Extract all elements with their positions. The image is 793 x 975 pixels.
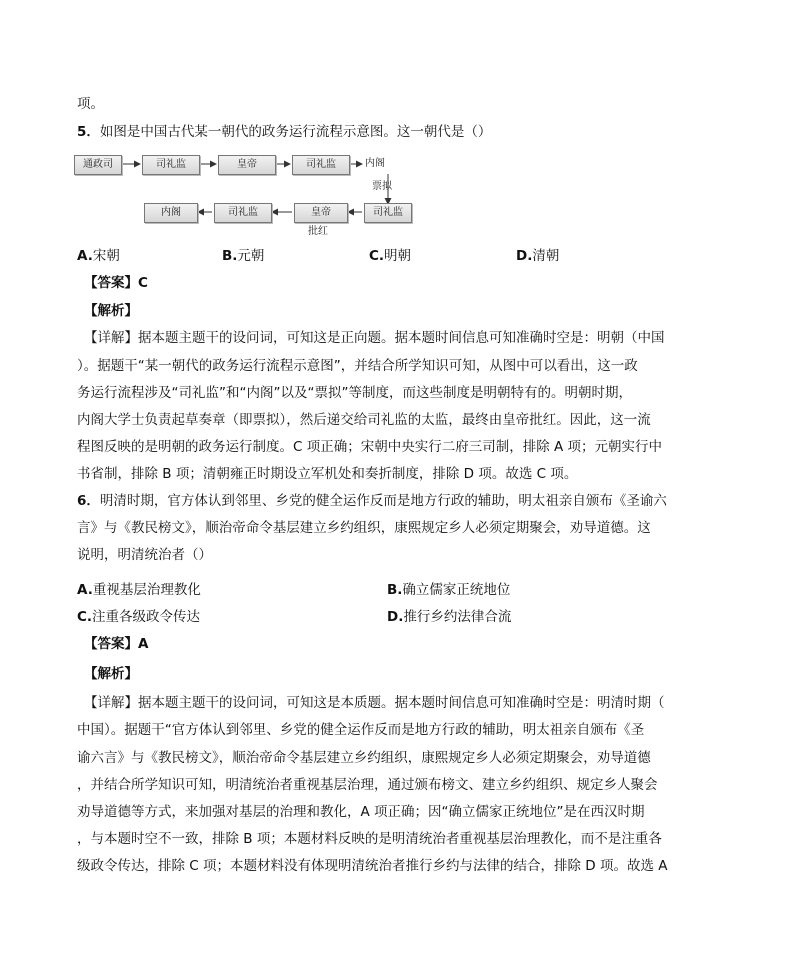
diagram-label-piaoni: 票拟 xyxy=(372,181,392,192)
q5-detail-line-5: 程图反映的是明朝的政务运行制度。C 项正确；宋朝中央实行二府三司制，排除 A 项；元朝实行中 xyxy=(77,439,663,455)
q6-detail-line-3: 谕六言》与《教民榜文》，顺治帝命令基层建立乡约组织，康熙规定乡人必须定期聚会，劝导道德 xyxy=(77,750,651,766)
question-6-stem-line-3: 说明，明清统治者（） xyxy=(77,547,212,563)
q5-detail-line-2: ）。据题干“某一朝代的政务运行流程示意图”，并结合所学知识可知，从图中可以看出，这一政 xyxy=(77,358,638,374)
question-5-text: 如图是中国古代某一朝代的政务运行流程示意图。这一朝代是（） xyxy=(99,124,492,140)
q6-detail-line-2: 中国）。据题干“官方体认到邻里、乡党的健全运作反而是地方行政的辅助，明太祖亲自颁布《圣 xyxy=(77,722,645,738)
q5-option-a: A.宋朝 xyxy=(77,248,120,264)
question-5-number: 5． xyxy=(77,124,100,140)
q6-option-b: B.确立儒家正统地位 xyxy=(387,582,511,598)
q5-analysis-label: 【解析】 xyxy=(84,303,138,319)
flow-diagram xyxy=(72,150,412,242)
question-5-stem xyxy=(77,122,491,142)
q6-option-a: A.重视基层治理教化 xyxy=(77,582,201,598)
q5-detail-line-3: 务运行流程涉及“司礼监”和“内阁”以及“票拟”等制度，而这些制度是明朝特有的。明朝时期， xyxy=(77,385,632,401)
q6-detail-line-7: 级政令传达，排除 C 项；本题材料没有体现明清统治者推行乡约与法律的结合，排除 D 项。故选 A xyxy=(77,858,668,874)
q5-detail-line-1: 【详解】据本题主题干的设问词，可知这是正向题。据本题时间信息可知准确时空是：明朝（中国 xyxy=(84,330,665,346)
q5-option-b: B.元朝 xyxy=(222,248,265,264)
diagram-box-tongzhengsi: 通政司 xyxy=(74,155,122,175)
diagram-box-silijian-2: 司礼监 xyxy=(292,155,350,175)
diagram-box-huangdi-2: 皇帝 xyxy=(294,203,348,223)
diagram-box-huangdi-1: 皇帝 xyxy=(218,155,276,175)
q5-answer: 【答案】C xyxy=(84,275,148,291)
diagram-box-neige-2: 内阁 xyxy=(144,203,198,223)
diagram-box-silijian-1: 司礼监 xyxy=(142,155,200,175)
question-6-stem-line-2: 言》与《教民榜文》，顺治帝命令基层建立乡约组织，康熙规定乡人必须定期聚会，劝导道德。这 xyxy=(77,520,651,536)
previous-answer-tail: 项。 xyxy=(77,96,104,112)
diagram-box-neige-1: 内阁 xyxy=(365,158,385,169)
q5-option-d: D.清朝 xyxy=(516,248,560,264)
question-6-number: 6． xyxy=(77,493,100,509)
q6-analysis-label: 【解析】 xyxy=(84,666,138,682)
q6-detail-line-5: 劝导道德等方式，来加强对基层的治理和教化，A 项正确；因“确立儒家正统地位”是在西汉时期 xyxy=(77,804,645,820)
q6-detail-line-1: 【详解】据本题主题干的设问词，可知这是本质题。据本题时间信息可知准确时空是：明清时期（ xyxy=(84,695,665,711)
diagram-box-silijian-4: 司礼监 xyxy=(364,203,412,223)
q6-detail-line-4: ，并结合所学知识可知，明清统治者重视基层治理，通过颁布榜文、建立乡约组织、规定乡人聚会 xyxy=(77,777,658,793)
q5-detail-line-4: 内阁大学士负责起草奏章（即票拟），然后递交给司礼监的太监，最终由皇帝批红。因此，这一流 xyxy=(77,412,651,428)
q5-detail-line-6: 书省制，排除 B 项；清朝雍正时期设立军机处和奏折制度，排除 D 项。故选 C 项。 xyxy=(77,466,578,482)
diagram-box-silijian-3: 司礼监 xyxy=(214,203,272,223)
q5-option-c: C.明朝 xyxy=(369,248,412,264)
q6-detail-line-6: ，与本题时空不一致，排除 B 项；本题材料反映的是明清统治者重视基层治理教化，而不是注重各 xyxy=(77,831,662,847)
q6-option-d: D.推行乡约法律合流 xyxy=(387,609,512,625)
diagram-label-pihong: 批红 xyxy=(308,226,328,237)
q6-answer: 【答案】A xyxy=(84,636,149,652)
q6-option-c: C.注重各级政令传达 xyxy=(77,609,201,625)
question-6-stem-line-1: 6．明清时期，官方体认到邻里、乡党的健全运作反而是地方行政的辅助，明太祖亲自颁布《圣谕六 xyxy=(77,493,667,509)
